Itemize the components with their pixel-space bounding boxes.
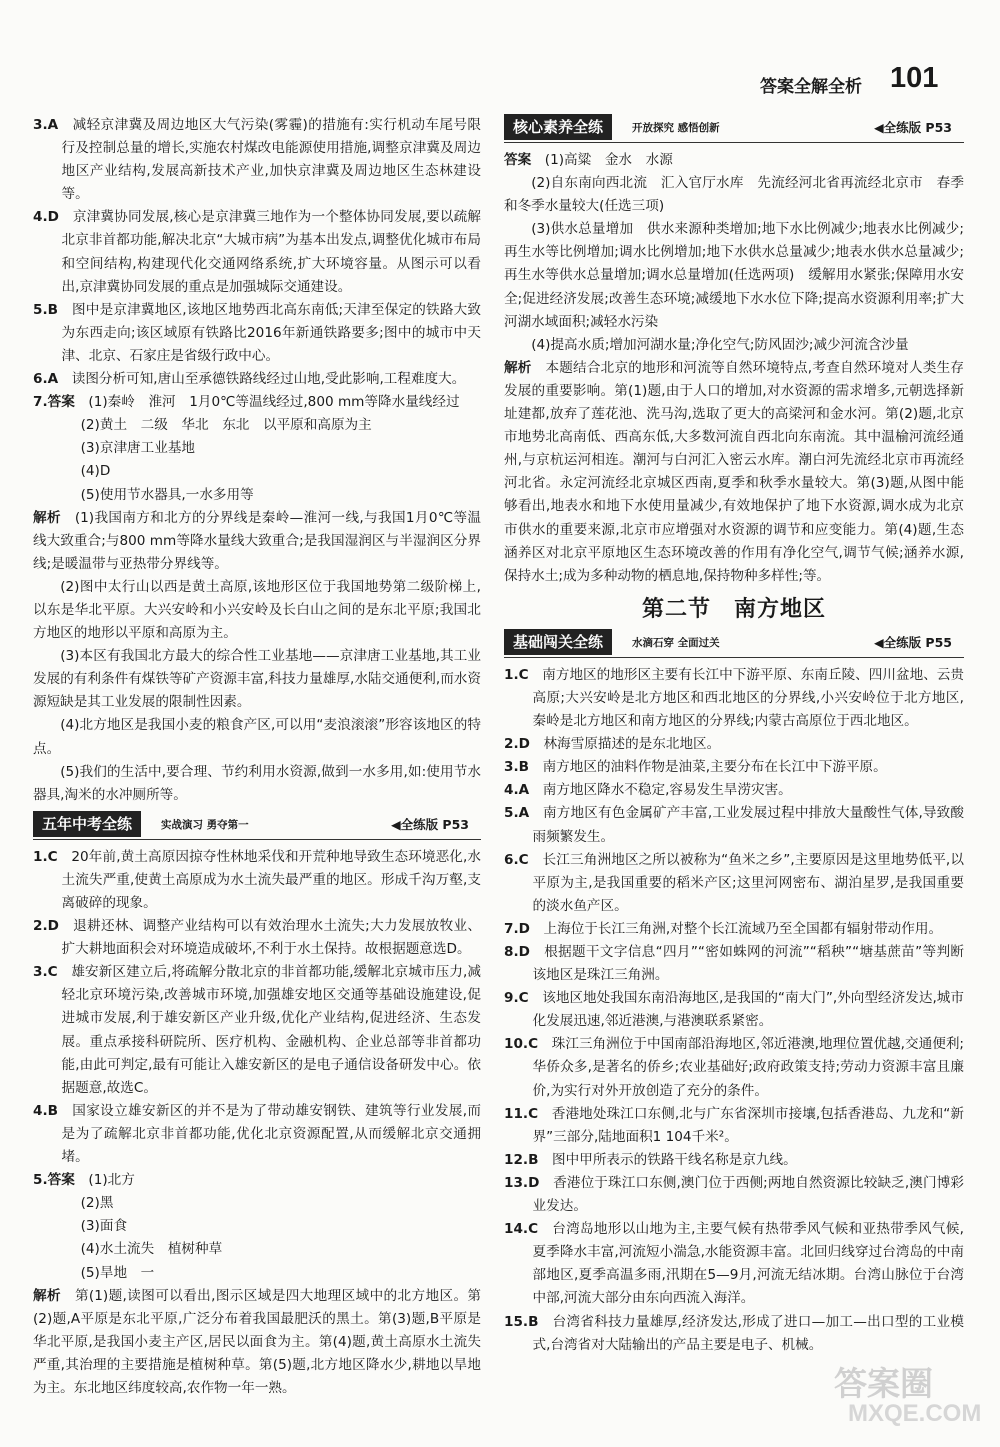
answer-line: (2)黄土 二级 华北 东北 以平原和高原为主: [80, 417, 372, 434]
item-text: 上海位于长江三角洲,对整个长江流域乃至全国都有辐射带动作用。: [543, 920, 943, 937]
item-text: 林海雪原描述的是东北地区。: [543, 736, 721, 753]
answer-item: [504, 1311, 964, 1357]
item-number: 3.C: [33, 964, 58, 981]
answer-item: [504, 941, 964, 987]
answer-item: [504, 1172, 964, 1218]
answer-line: [504, 149, 964, 172]
item-number: 13.D: [504, 1174, 540, 1191]
section-banner: [504, 114, 964, 143]
item-text: 20年前,黄土高原因掠夺性林地采伐和开荒种地导致生态环境恶化,水土流失严重,使黄土高原成为水土流失最严重的地区。形成千沟万壑,支离破碎的现象。: [61, 848, 482, 911]
item-text: 读图分析可知,唐山至承德铁路线经过山地,受此影响,工程难度大。: [71, 371, 466, 388]
item-number: 4.A: [504, 782, 530, 799]
left-column: [33, 114, 481, 1400]
item-text: 南方地区的地形区主要有长江中下游平原、东南丘陵、四川盆地、云贵高原;大兴安岭是北方地区和西北地区的分界线,小兴安岭位于北方地区,秦岭是北方地区和南方地区的分界线;内蒙古高原位于西北地区。: [532, 666, 965, 730]
item-text: 国家设立雄安新区的并不是为了带动雄安钢铁、建筑等行业发展,而是为了疏解北京非首都功能,优化北京资源配置,从而缓解北京交通拥堵。: [61, 1102, 481, 1166]
item-number: 3.B: [504, 759, 529, 776]
page-number: 101: [890, 62, 939, 94]
watermark-text: 答案圈: [834, 1364, 933, 1403]
item-number: 15.B: [504, 1313, 539, 1330]
answer-item: [33, 299, 481, 368]
answer-item: [33, 1100, 481, 1169]
banner-title: 基础闯关全练: [504, 629, 612, 655]
answer-item: [504, 1149, 964, 1172]
item-number: 4.B: [33, 1102, 58, 1119]
answer-item: [504, 849, 964, 918]
answer-line: (3)面食: [80, 1218, 128, 1235]
item-number: 10.C: [504, 1036, 539, 1053]
analysis-paragraph: [33, 1285, 481, 1400]
item-text: 台湾省科技力量雄厚,经济发达,形成了进口—加工—出口型的工业模式,台湾省对大陆输出的产品主要是电子、机械。: [532, 1313, 965, 1353]
answer-item: [33, 114, 481, 206]
analysis-paragraph: [504, 357, 964, 588]
analysis-text: (1)我国南方和北方的分界线是秦岭—淮河一线,与我国1月0℃等温线大致重合;与800 mm等降水量线大致重合;是我国湿润区与半湿润区分界线;是暖温带与亚热带分界线等。: [33, 509, 482, 572]
banner-title: 核心素养全练: [504, 114, 612, 140]
answer-item: [504, 1218, 964, 1310]
item-text: (1)秦岭 淮河 1月0℃等温线经过,800 mm等降水量线经过: [88, 394, 460, 411]
item-text: 珠江三角洲位于中国南部沿海地区,邻近港澳,地理位置优越,交通便利;华侨众多,是著名的侨乡;农业基础好;政府政策支持;劳动力资源丰富且廉价,为实行对外开放创造了充分的条件。: [532, 1036, 965, 1099]
answer-item: [33, 391, 481, 414]
analysis-paragraph: [33, 507, 481, 576]
answer-text: (1)高粱 金水 水源: [544, 152, 673, 168]
item-number: 1.C: [504, 666, 529, 683]
banner-slogan: 实战演习 勇夺第一: [161, 818, 249, 831]
answer-line: (3)京津唐工业基地: [80, 440, 196, 457]
item-text: 京津冀协同发展,核心是京津冀三地作为一个整体协同发展,要以疏解北京非首都功能,解决北京“大城市病”为基本出发点,调整优化城市布局和空间结构,构建现代化交通网络系统,扩大环境容量。从图示可以看出,京津冀协同发展的重点是加强城际交通建设。: [61, 209, 482, 295]
item-number: 6.A: [33, 371, 59, 388]
item-number: 14.C: [504, 1221, 539, 1238]
analysis-tag: 解析: [504, 359, 532, 376]
item-text: 南方地区的油料作物是油菜,主要分布在长江中下游平原。: [542, 759, 887, 776]
answer-item: [33, 206, 481, 298]
item-text: 图中是京津冀地区,该地区地势西北高东南低;天津至保定的铁路大致为东西走向;该区域原有铁路比2016年新通铁路要多;图中的城市中天津、北京、石家庄是省级行政中心。: [61, 301, 482, 364]
item-text: 香港位于珠江口东侧,澳门位于西侧;两地自然资源比较缺乏,澳门博彩业发达。: [532, 1174, 964, 1215]
analysis-tag: 解析: [33, 509, 61, 526]
section-banner: [33, 811, 481, 840]
item-number: 1.C: [33, 848, 58, 865]
analysis-text: 第(1)题,读图可以看出,图示区域是四大地理区域中的北方地区。第(2)题,A平原是东北平原,广泛分布着我国最肥沃的黑土。第(3)题,B平原是华北平原,是我国小麦主产区,居民以面食为主。第(4)题,黄土高原水土流失严重,其治理的主要措施是植树种草。第(5)题,北方地区降水少,耕地以旱地为主。东北地区纬度较高,农作物一年一熟。: [33, 1287, 482, 1396]
banner-slogan: 开放探究 感悟创新: [632, 122, 720, 134]
banner-ref: ◀全练版 P53: [390, 816, 469, 832]
item-number: 6.C: [504, 851, 529, 868]
answer-item: [33, 1169, 481, 1192]
banner-ref: ◀全练版 P53: [873, 120, 952, 135]
item-number: 5.B: [33, 301, 58, 318]
item-text: 南方地区降水不稳定,容易发生旱涝灾害。: [542, 782, 792, 799]
answer-item: [504, 1033, 964, 1102]
item-number: 4.D: [33, 209, 59, 226]
answer-line: (5)使用节水器具,一水多用等: [80, 486, 254, 503]
section-title: 第二节 南方地区: [641, 596, 826, 622]
item-number: 7.D: [504, 920, 530, 937]
item-number: 2.D: [504, 736, 530, 753]
item-number: 9.C: [504, 990, 529, 1007]
item-text: 退耕还林、调整产业结构可以有效治理水土流失;大力发展放牧业、扩大耕地面积会对环境造成破坏,不利于水土保持。故根据题意选D。: [61, 918, 481, 958]
header-label: 答案全解全析: [760, 77, 862, 97]
banner-title: 五年中考全练: [33, 811, 141, 837]
answer-item: [504, 756, 964, 779]
answer-item: [504, 1103, 964, 1149]
answer-line: (4)提高水质;增加河湖水量;净化空气;防风固沙;减少河流含沙量: [531, 336, 909, 353]
item-text: 该地区地处我国东南沿海地区,是我国的“南大门”,外向型经济发达,城市化发展迅速,邻近港澳,与港澳联系紧密。: [532, 990, 964, 1030]
analysis-paragraph: (3)本区有我国北方最大的综合性工业基地——京津唐工业基地,其工业发展的有利条件有煤铁等矿产资源丰富,科技力量雄厚,水陆交通便利,而水资源短缺是其工业发展的限制性因素。: [33, 648, 481, 711]
item-text: 长江三角洲地区之所以被称为“鱼米之乡”,主要原因是这里地势低平,以平原为主,是我国重要的稻米产区;这里河网密布、湖泊星罗,是我国重要的淡水鱼产区。: [532, 851, 964, 914]
answer-item: [504, 779, 964, 802]
answer-item: [504, 802, 964, 848]
answer-item: [33, 961, 481, 1100]
item-number: 2.D: [33, 918, 59, 935]
item-number: 12.B: [504, 1151, 539, 1168]
analysis-paragraph: (2)图中太行山以西是黄土高原,该地形区位于我国地势第二级阶梯上,以东是华北平原。大兴安岭和小兴安岭及长白山之间的是东北平原;我国北方地区的地形以平原和高原为主。: [33, 578, 481, 642]
item-number: 3.A: [33, 117, 59, 133]
answer-line: (3)供水总量增加 供水来源种类增加;地下水比例减少;地表水比例减少;再生水等比例增加;调水比例增加;地下水供水总量减少;地表水供水总量减少;再生水等供水总量增加;调水总量增加(任选两项) 缓解用水紧张;保障用水安全;促进经济发展;改善生态环境;减缓地下水水位下降;提高水资源利用率;扩大河湖水域面积;减轻水污染: [504, 221, 964, 330]
watermark-url: MXQE.COM: [848, 1400, 982, 1427]
watermark: [834, 1358, 984, 1438]
page-header: [760, 62, 960, 98]
answer-tag: 答案: [504, 152, 532, 168]
item-number: 8.D: [504, 944, 530, 960]
item-text: 香港地处珠江口东侧,北与广东省深圳市接壤,包括香港岛、九龙和“新界”三部分,陆地面积1 104千米²。: [532, 1105, 965, 1145]
answer-line: (4)D: [80, 463, 111, 480]
item-text: 雄安新区建立后,将疏解分散北京的非首都功能,缓解北京城市压力,减轻北京环境污染,改善城市环境,加强雄安地区交通等基础设施建设,促进城市发展,利于雄安新区产业升级,优化产业结构,促进经济、生态发展。重点承接科研院所、医疗机构、金融机构、企业总部等非首都功能,由此可判定,最有可能让入雄安新区的是电子通信设备研发中心。依据题意,故选C。: [61, 964, 482, 1096]
analysis-paragraph: (5)我们的生活中,要合理、节约利用水资源,做到一水多用,如:使用节水器具,淘米的水冲厕所等。: [33, 763, 481, 803]
analysis-paragraph: (4)北方地区是我国小麦的粮食产区,可以用“麦浪滚滚”形容该地区的特点。: [33, 717, 481, 757]
answer-item: [504, 918, 964, 941]
item-text: 根据题干文字信息“四月”“密如蛛网的河流”“稻秧”“塘基蔗苗”等判断该地区是珠江三角洲。: [532, 944, 964, 984]
item-text: (1)北方: [88, 1172, 135, 1189]
item-text: 图中甲所表示的铁路干线名称是京九线。: [552, 1151, 797, 1168]
answer-item: [504, 664, 964, 733]
banner-slogan: 水滴石穿 全面过关: [632, 636, 720, 649]
item-text: 减轻京津冀及周边地区大气污染(雾霾)的措施有:实行机动车尾号限行及控制总量的增长,实施农村煤改电能源使用措施,调整京津冀及周边地区产业结构,发展高新技术产业,加快京津冀及周边地区生态林建设等。: [61, 117, 482, 203]
answer-item: [504, 733, 964, 756]
banner-ref: ◀全练版 P55: [873, 634, 952, 650]
answer-line: (5)旱地 一: [80, 1264, 155, 1281]
answer-line: (4)水土流失 植树种草: [80, 1241, 223, 1258]
analysis-tag: 解析: [33, 1287, 61, 1304]
item-number: 5.A: [504, 805, 530, 822]
analysis-text: 本题结合北京的地形和河流等自然环境特点,考查自然环境对人类生存发展的重要影响。第(1)题,由于人口的增加,对水资源的需求增多,元朝选择新址建都,放弃了莲花池、洗马沟,选取了更大的高梁河和金水河。第(2)题,北京市地势北高南低、西高东低,大多数河流自西北向东南流。其中温榆河流经通州,与京杭运河相连。潮河与白河汇入密云水库。潮白河先流经北京市再流经河北省。永定河流经北京城区西南,夏季和秋季水量较大。第(3)题,从图中能够看出,地表水和地下水使用量减少,有效地保护了地下水资源,调水成为北京市供水的重要来源,北京市应增强对水资源的调节和应变能力。第(4)题,生态涵养区对北京平原地区生态环境改善的作用有净化空气,调节气候;涵养水源,保持水土;成为多种动物的栖息地,保持物种多样性;等。: [504, 359, 965, 584]
answer-line: (2)黑: [80, 1195, 114, 1212]
answer-line: (2)自东南向西北流 汇入官厅水库 先流经河北省再流经北京市 春季和冬季水量较大(任选三项): [504, 175, 964, 215]
answer-item: [504, 987, 964, 1033]
item-text: 台湾岛地形以山地为主,主要气候有热带季风气候和亚热带季风气候,夏季降水丰富,河流短小湍急,水能资源丰富。北回归线穿过台湾岛的中南部地区,夏季高温多雨,汛期在5—9月,河流无结冰期。台湾山脉位于台湾中部,河流大部分由东向西流入海洋。: [532, 1221, 965, 1307]
item-number: 11.C: [504, 1105, 539, 1122]
answer-item: [33, 846, 481, 915]
answer-item: [33, 915, 481, 961]
answer-item: [33, 368, 481, 391]
right-column: [504, 114, 964, 1357]
section-banner: [504, 629, 964, 658]
item-number: 7.答案: [33, 394, 75, 411]
item-number: 5.答案: [33, 1172, 75, 1189]
item-text: 南方地区有色金属矿产丰富,工业发展过程中排放大量酸性气体,导致酸雨频繁发生。: [532, 805, 965, 845]
